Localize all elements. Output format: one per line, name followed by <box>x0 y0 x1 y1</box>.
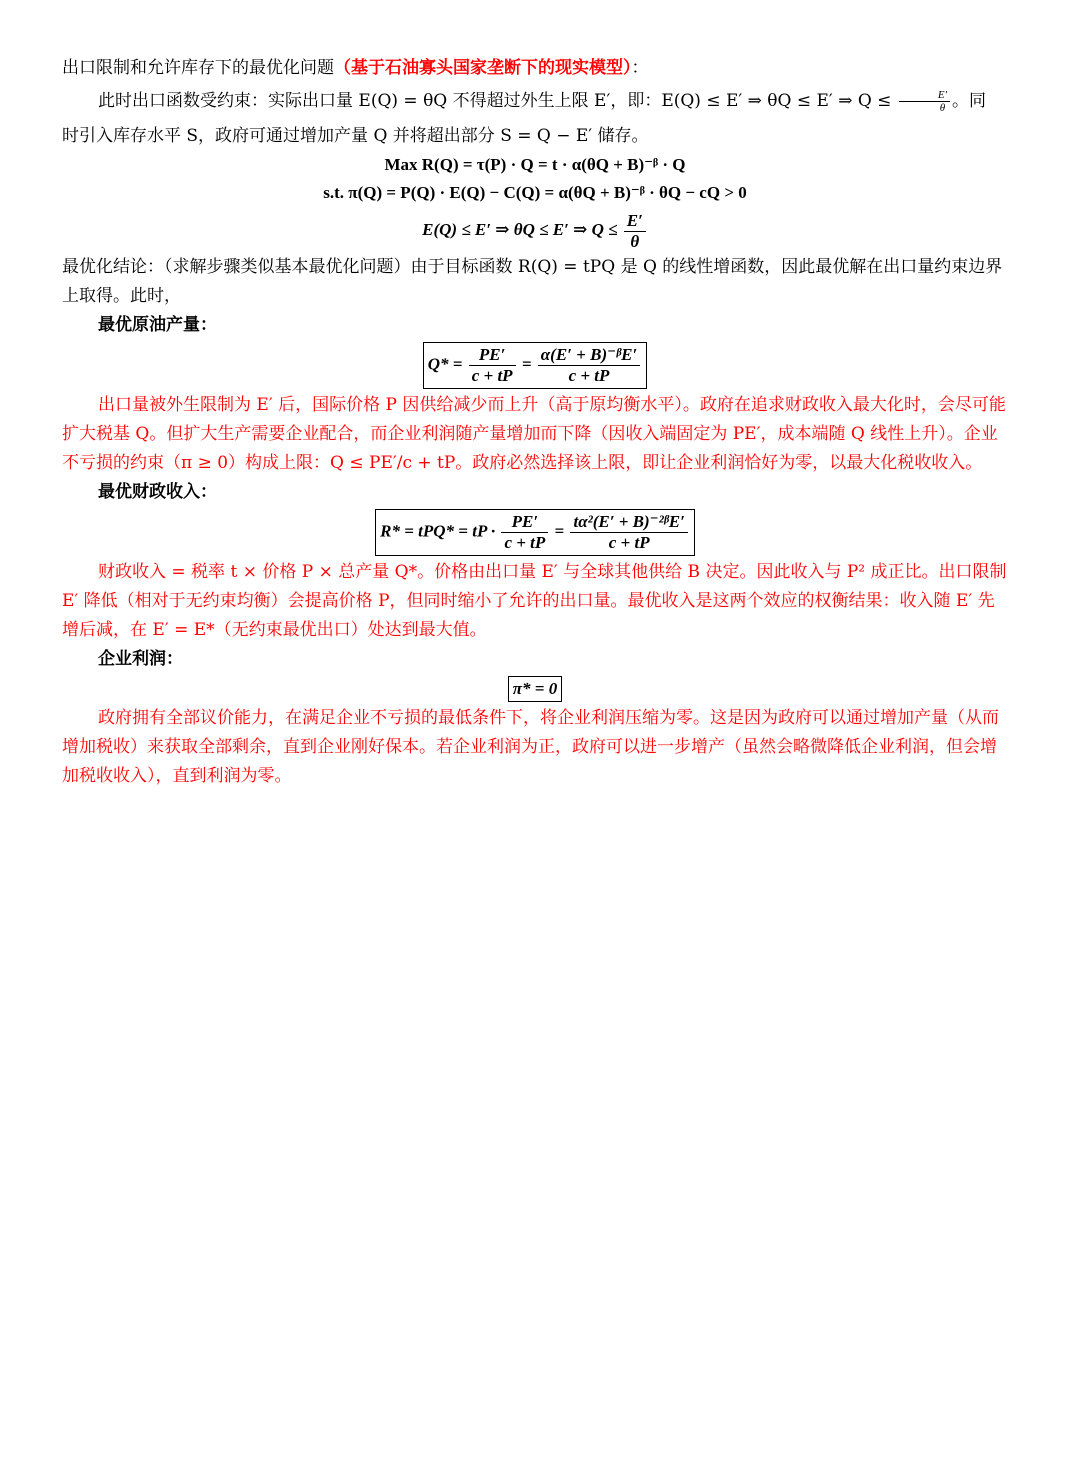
intro-text-1: 此时出口函数受约束：实际出口量 E(Q) = θQ 不得超过外生上限 E′，即：E(Q) ≤ E′ ⇒ θQ ≤ E′ ⇒ Q ≤ <box>98 91 897 111</box>
heading-firm-profit: 企业利润： <box>98 649 183 669</box>
conclusion-paragraph: 最优化结论：（求解步骤类似基本最优化问题）由于目标函数 R(Q) = tPQ 是 Q 的线性增函数，因此最优解在出口量约束边界上取得。此时， <box>62 257 1003 306</box>
equation-optimal-revenue <box>62 509 1008 556</box>
heading-optimal-revenue: 最优财政收入： <box>98 482 217 502</box>
equation-optimal-output <box>62 342 1008 389</box>
constraint-fraction: $\frac{E'}{\theta}$ <box>624 211 646 252</box>
intro-paragraph <box>62 87 1008 116</box>
equation-firm-profit <box>62 676 1008 702</box>
constraint-equation-1: s.t. π(Q) = P(Q) · E(Q) − C(Q) = α(θQ + B)⁻ᵝ · θQ − cQ > 0 <box>323 183 747 202</box>
section-title-tail: ： <box>631 58 649 78</box>
section-title-text: 出口限制和允许库存下的最优化问题 <box>62 58 334 78</box>
boxed-formula-q: Q* = $\frac{PE'}{c + tP}$ = $\frac{\text{α(E′ + B)⁻ᵝE′}}{c + tP}$ <box>423 342 647 389</box>
intro-text-2: 时引入库存水平 S，政府可通过增加产量 Q 并将超出部分 S = Q − E′ 储存。 <box>62 126 649 146</box>
document-page <box>62 54 1008 791</box>
constraint-equation-2: E(Q) ≤ E′ ⇒ θQ ≤ E′ ⇒ Q ≤ $\frac{E'}{\theta}$ <box>62 207 1008 253</box>
section-title <box>62 54 1008 83</box>
intro-paragraph-2 <box>62 122 1008 151</box>
paragraph-revenue-explanation: 财政收入 = 税率 t × 价格 P × 总产量 Q*。价格由出口量 E′ 与全球其他供给 B 决定。因此收入与 P² 成正比。出口限制 E′ 降低（相对于无约束均衡）会提高价格 P，但同时缩小了允许的出口量。最优收入是这两个效应的权衡结果：收入随 E′ 先增后减，在 E′ = E*（无约束最优出口）处达到最大值。 <box>62 562 1007 640</box>
boxed-formula-pi: π* = 0 <box>508 676 562 702</box>
heading-optimal-output: 最优原油产量： <box>98 315 217 335</box>
intro-text-tail: 。同 <box>951 91 986 111</box>
objective-equation: Max R(Q) = τ(P) · Q = t · α(θQ + B)⁻ᵝ · Q <box>384 155 686 174</box>
paragraph-profit-explanation: 政府拥有全部议价能力，在满足企业不亏损的最低条件下，将企业利润压缩为零。这是因为政府可以通过增加产量（从而增加税收）来获取全部剩余，直到企业刚好保本。若企业利润为正，政府可以进一步增产（虽然会略微降低企业利润，但会增加税收收入），直到利润为零。 <box>62 708 999 786</box>
boxed-formula-r: R* = tPQ* = tP · $\frac{PE'}{c + tP}$ = $\frac{\text{tα²(E′ + B)⁻²ᵝE′}}{c + tP}$ <box>375 509 695 556</box>
section-title-note: （基于石油寡头国家垄断下的现实模型） <box>334 58 632 78</box>
intro-fraction: $\frac{E'}{\theta}$ <box>899 89 950 114</box>
paragraph-output-explanation: 出口量被外生限制为 E′ 后，国际价格 P 因供给减少而上升（高于原均衡水平）。政府在追求财政收入最大化时，会尽可能扩大税基 Q。但扩大生产需要企业配合，而企业利润随产量增加而下降（因收入端固定为 PE′，成本端随 Q 线性上升）。企业不亏损的约束（π ≥ 0）构成上限：Q ≤ PE′/c + tP。政府必然选择该上限，即让企业利润恰好为零，以最大化税收收入。 <box>62 395 1006 473</box>
